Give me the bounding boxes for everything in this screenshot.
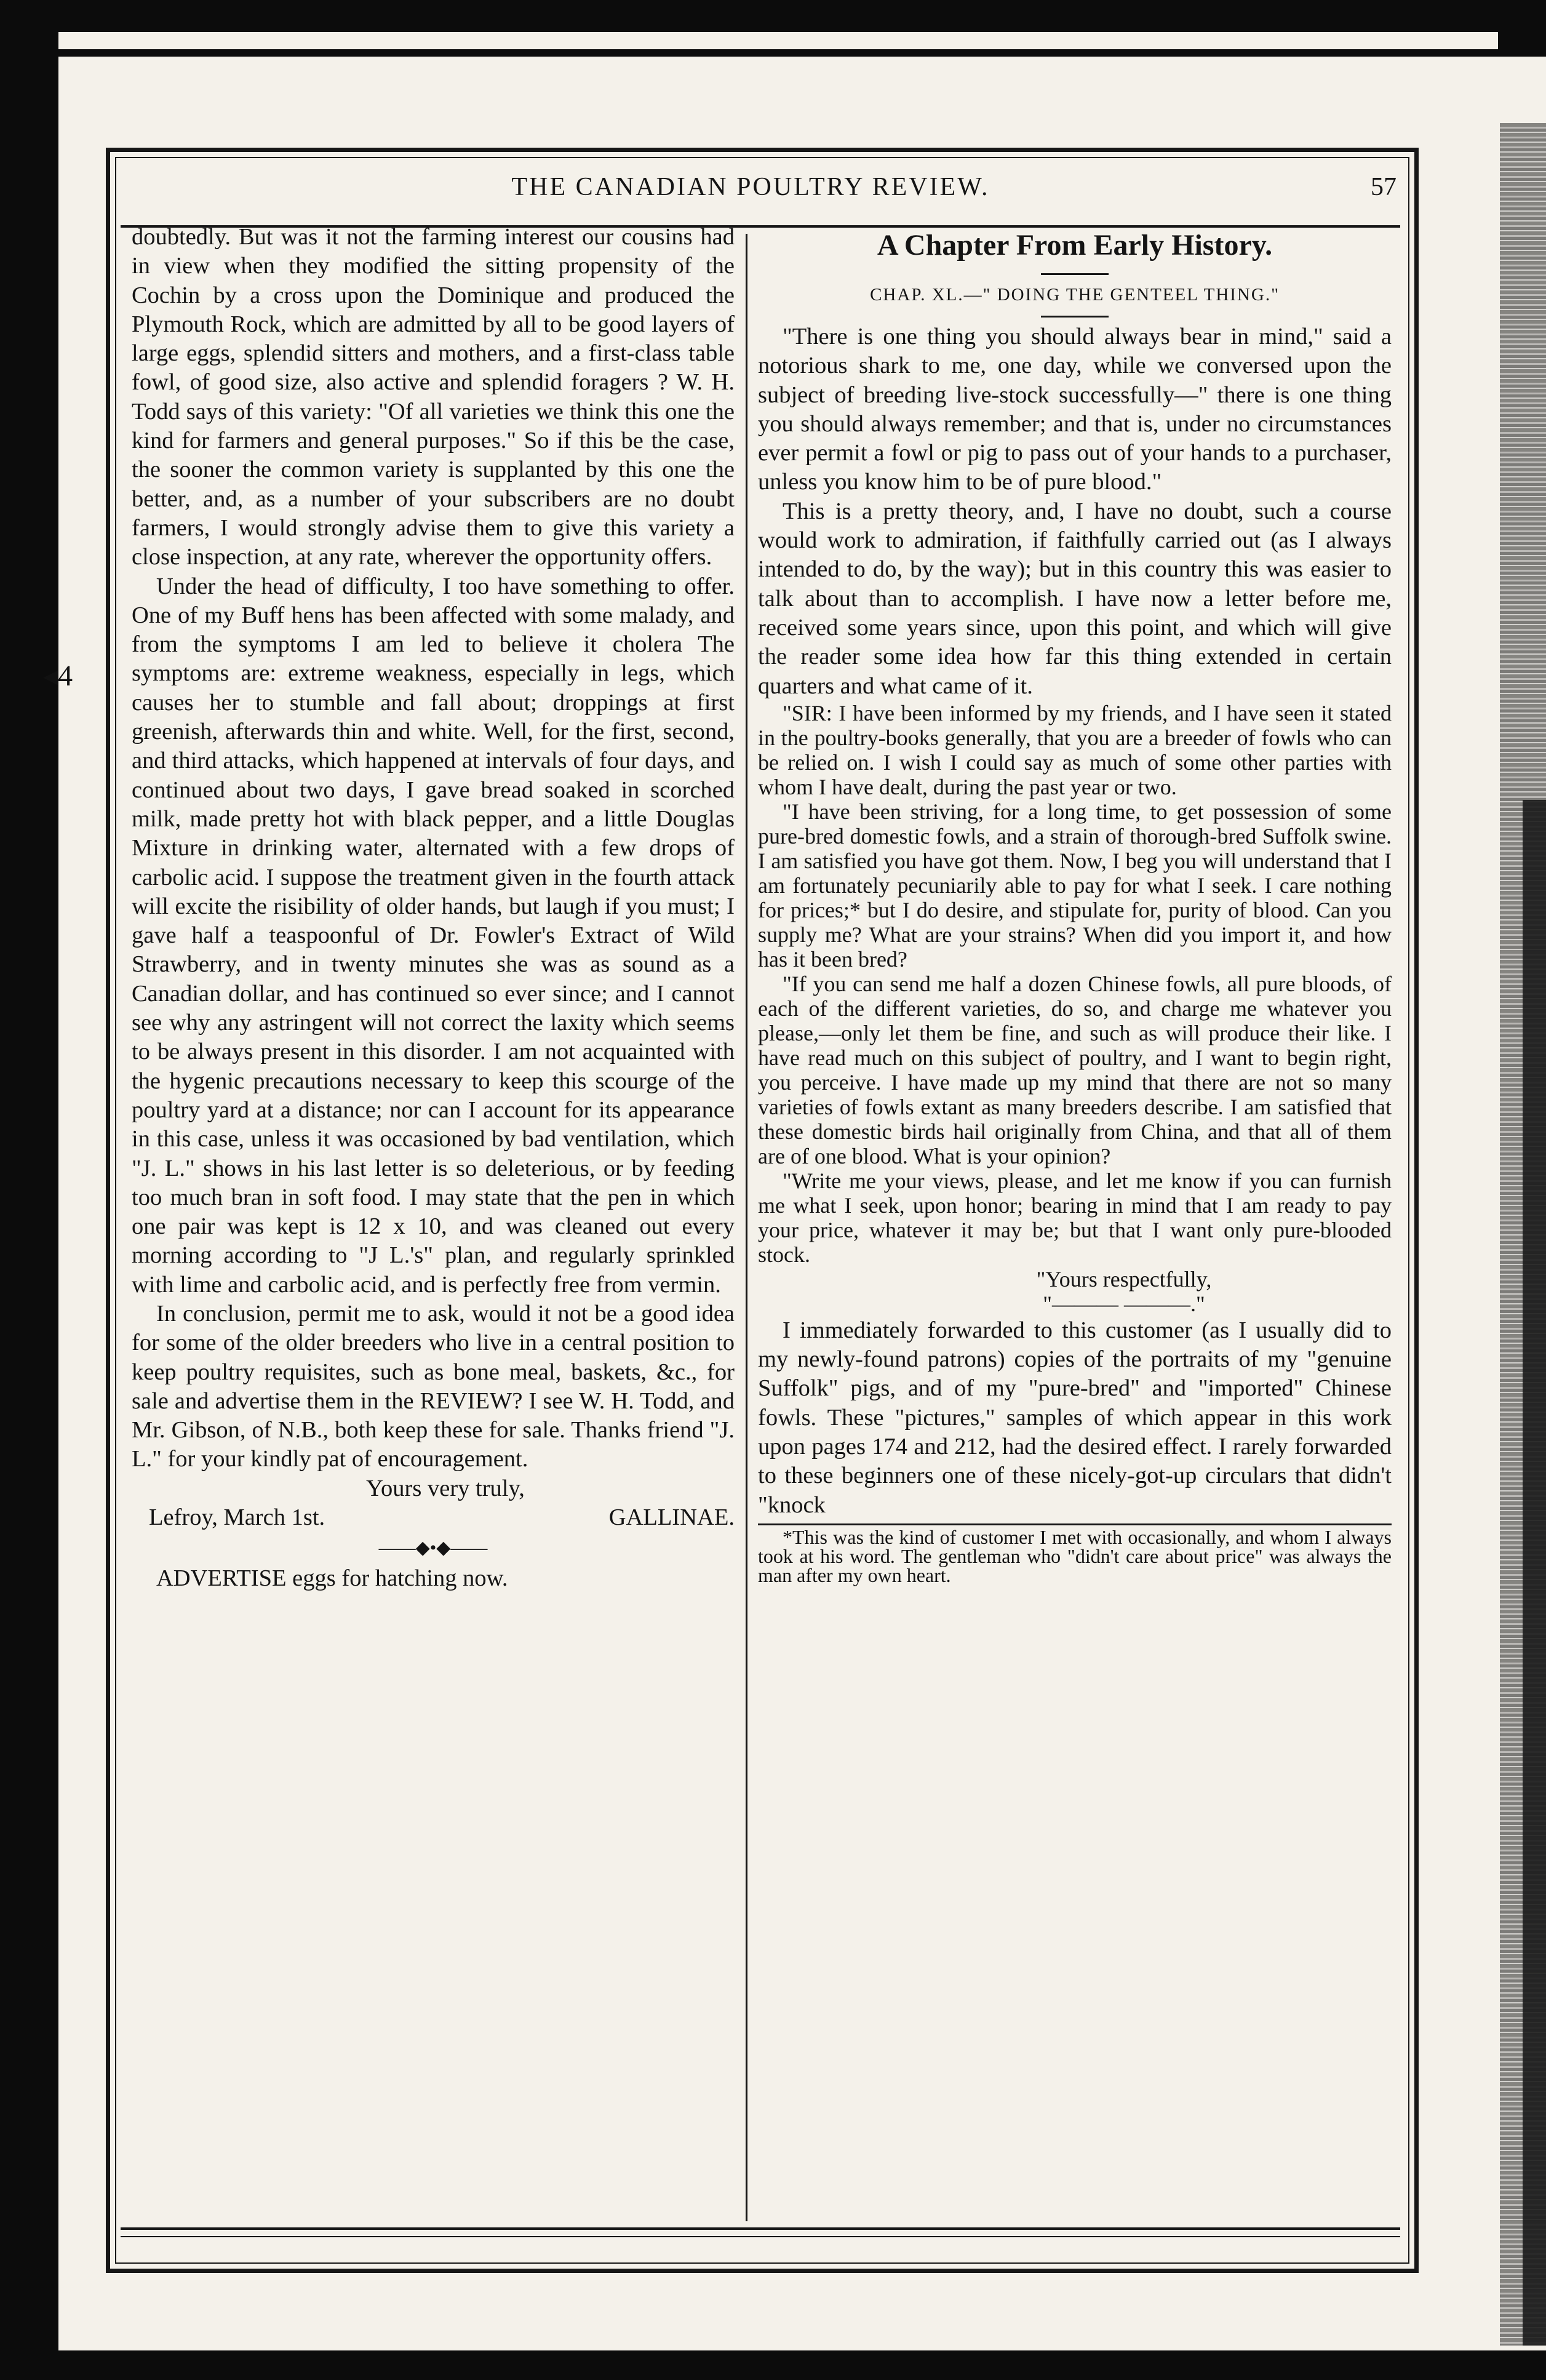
right-paragraph-1: "There is one thing you should always bear in mind," said a notorious shark to me, one day, while we conversed upon the subject of breeding live-stock successfully—" there is one thing you should always remember; and that is, under no circumstances ever permit a fowl or pig to pass out of your hands to a purchaser, unless you know him to be of pure blood." bbox=[758, 324, 1392, 495]
letter-paragraph-4: "Write me your views, please, and let me know if you can furnish me what I seek, upon honor; bearing in mind that I am ready to pay your price, whatever it may be; but that I want only pure-blooded stock. bbox=[758, 1168, 1392, 1267]
footer-rule-secondary bbox=[121, 2236, 1400, 2237]
quoted-letter bbox=[758, 701, 1392, 1316]
scan-left-border bbox=[0, 0, 58, 2380]
scan-bottom-gap bbox=[58, 2346, 1546, 2350]
letter-signoff: "Yours respectfully, bbox=[1036, 1266, 1212, 1292]
running-header-title: THE CANADIAN POULTRY REVIEW. bbox=[511, 173, 990, 201]
letter-signature: "——— ———." bbox=[1043, 1291, 1205, 1316]
footnote-rule bbox=[758, 1523, 1392, 1525]
scan-right-edge-dark bbox=[1523, 800, 1546, 2346]
closing-place-date: Lefroy, March 1st. bbox=[149, 1504, 325, 1531]
advertise-line: ADVERTISE eggs for hatching now. bbox=[156, 1565, 508, 1592]
footer-rule bbox=[121, 2227, 1400, 2230]
chapter-rule bbox=[1041, 316, 1109, 317]
title-rule bbox=[1041, 273, 1109, 275]
chapter-heading: CHAP. XL.—" DOING THE GENTEEL THING." bbox=[870, 285, 1280, 305]
scan-top-gap bbox=[58, 32, 1498, 49]
letter-paragraph-1: "SIR: I have been informed by my friends, and I have seen it stated in the poultry-books generally, that you are a breeder of fowls who can be relied on. I wish I could say as much of some other parties with whom I have dealt, during the past year or two. bbox=[758, 700, 1392, 799]
left-column bbox=[132, 223, 735, 1594]
closing-signature: GALLINAE. bbox=[608, 1504, 735, 1531]
article-title: A Chapter From Early History. bbox=[877, 229, 1273, 262]
left-paragraph-2: Under the head of difficulty, I too have something to offer. One of my Buff hens has been affected with some malady, and from the symptoms I am led to believe it cholera The symptoms are: extreme weakness, especially in legs, which causes her to stumble and fall about; droppings at first greenish, afterwards thin and white. Well, for the first, second, and third attacks, which happened at intervals of four days, and continued about two days, I gave bread soaked in scorched milk, made pretty hot with black pepper, and a little Douglas Mixture in drinking water, alternated with a few drops of carbolic acid. I suppose the treatment given in the fourth attack will excite the risibility of older hands, but laugh if you must; I gave half a teaspoonful of Dr. Fowler's Extract of Wild Strawberry, and in twenty minutes she was as sound as a Canadian dollar, and has continued so ever since; and I cannot see why any astringent will not correct the laxity which seems to be always present in this disorder. I am not acquainted with the hygenic precautions necessary to keep this scourge of the poultry yard at a distance; nor can I account for its appearance in this case, unless it was occasioned by bad ventilation, which "J. L." shows in his last letter is so deleterious, or by feeding too much bran in soft food. I may state that the pen in which one pair was kept is 12 x 10, and was cleaned out every morning according to "J L.'s" plan, and regularly sprinkled with lime and carbolic acid, and is perfectly free from vermin. bbox=[132, 573, 735, 1298]
letter-paragraph-3: "If you can send me half a dozen Chinese fowls, all pure bloods, of each of the different varieties, do so, and charge me whatever you please,—only let them be fine, and such as will produce their like. I have read much on this subject of poultry, and I want to begin right, you perceive. I have made up my mind that there are not so many varieties of fowls extant as many breeders describe. I am satisfied that these domestic birds hail originally from China, and that all of them are of one blood. What is your opinion? bbox=[758, 971, 1392, 1168]
right-final-paragraph: I immediately forwarded to this customer (as I usually did to my newly-found patrons) copies of the portraits of my "genuine Suffolk" pigs, and of my "pure-bred" and "imported" Chinese fowls. These "pictures," samples of which appear in this work upon pages 174 and 212, had the desired effect. I rarely forwarded to these beginners one of these nicely-got-up circulars that didn't "knock bbox=[758, 1317, 1392, 1518]
left-paragraph-3: In conclusion, permit me to ask, would it not be a good idea for some of the older breeders who live in a central position to keep poultry requisites, such as bone meal, baskets, &c., for sale and advertise them in the REVIEW? I see W. H. Todd, and Mr. Gibson, of N.B., both keep these for sale. Thanks friend "J. L." for your kindly pat of encouragement. bbox=[132, 1300, 735, 1472]
right-column bbox=[758, 223, 1392, 1585]
letter-paragraph-2: "I have been striving, for a long time, to get possession of some pure-bred domestic fowls, and a strain of thorough-bred Suffolk swine. I am satisfied you have got them. Now, I beg you will understand that I am fortunately pecuniarily able to pay for what I seek. I care nothing for prices;* but I do desire, and stipulate for, purity of blood. Can you supply me? What are your strains? When did you import it, and how has it been bred? bbox=[758, 799, 1392, 972]
margin-mark: ◂4 bbox=[43, 660, 73, 692]
column-divider bbox=[746, 234, 747, 2221]
page-number: 57 bbox=[1371, 173, 1397, 201]
scan-bottom-border bbox=[58, 2346, 1546, 2380]
closing-yours: Yours very truly, bbox=[366, 1475, 525, 1501]
left-paragraph-1: doubtedly. But was it not the farming interest our cousins had in view when they modified the sitting propensity of the Cochin by a cross upon the Dominique and produced the Plymouth Rock, which are admitted by all to be good layers of large eggs, splendid sitters and mothers, and a first-class table fowl, of good size, also active and splendid foragers ? W. H. Todd says of this variety: "Of all varieties we think this one the kind for farmers and general purposes." So if this be the case, the sooner the common variety is supplanted by this one the better, and, as a number of your subscribers are no doubt farmers, I would strongly advise them to give this variety a close inspection, at any rate, wherever the opportunity offers. bbox=[132, 224, 735, 570]
closing-signature-line bbox=[132, 1503, 735, 1532]
divider-ornament: ——◆•◆—— bbox=[378, 1538, 488, 1559]
right-paragraph-2: This is a pretty theory, and, I have no doubt, such a course would work to admiration, if faithfully carried out (as I always intended to do, by the way); but in this country this was easier to talk about than to accomplish. I have now a letter before me, received some years since, upon this point, and which will give the reader some idea how far this thing extended in certain quarters and what came of it. bbox=[758, 498, 1392, 699]
footnote: *This was the kind of customer I met with occasionally, and whom I always took at his word. The gentleman who "didn't care about price" was always the man after my own heart. bbox=[758, 1525, 1392, 1586]
